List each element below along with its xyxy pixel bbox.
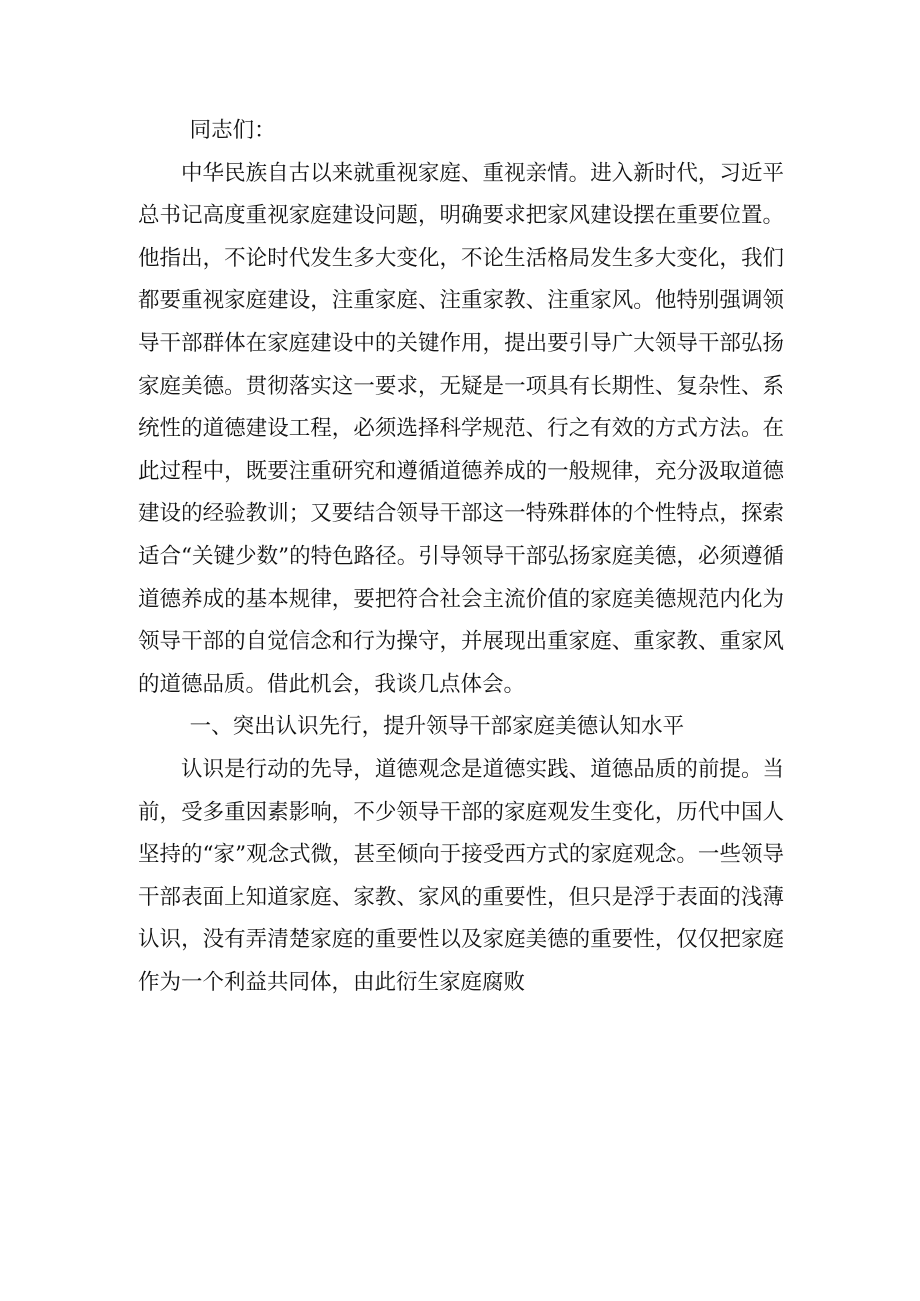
- intro-paragraph: 中华民族自古以来就重视家庭、重视亲情。进入新时代，习近平总书记高度重视家庭建设问题，明确要求把家风建设摆在重要位置。他指出，不论时代发生多大变化，不论生活格局发生多大变化，我们都要重视家庭建设，注重家庭、注重家教、注重家风。他特别强调领导干部群体在家庭建设中的关键作用，提出要引导广大领导干部弘扬家庭美德。贯彻落实这一要求，无疑是一项具有长期性、复杂性、系统性的道德建设工程，必须选择科学规范、行之有效的方式方法。在此过程中，既要注重研究和遵循道德养成的一般规律，充分汲取道德建设的经验教训；又要结合领导干部这一特殊群体的个性特点，探索适合“关键少数”的特色路径。引导领导干部弘扬家庭美德，必须遵循道德养成的基本规律，要把符合社会主流价值的家庭美德规范内化为领导干部的自觉信念和行为操守，并展现出重家庭、重家教、重家风的道德品质。借此机会，我谈几点体会。: [138, 160, 784, 697]
- section-heading: 一、突出认识先行，提升领导干部家庭美德认知水平: [189, 714, 685, 740]
- section-paragraph: 认识是行动的先导，道德观念是道德实践、道德品质的前提。当前，受多重因素影响，不少领导干部的家庭观发生变化，历代中国人坚持的“家”观念式微，甚至倾向于接受西方式的家庭观念。一些领导干部表面上知道家庭、家教、家风的重要性，但只是浮于表面的浅薄认识，没有弄清楚家庭的重要性以及家庭美德的重要性，仅仅把家庭作为一个利益共同体，由此衍生家庭腐败: [138, 756, 784, 995]
- salutation: 同志们：: [189, 118, 276, 143]
- document-body: [138, 110, 784, 1004]
